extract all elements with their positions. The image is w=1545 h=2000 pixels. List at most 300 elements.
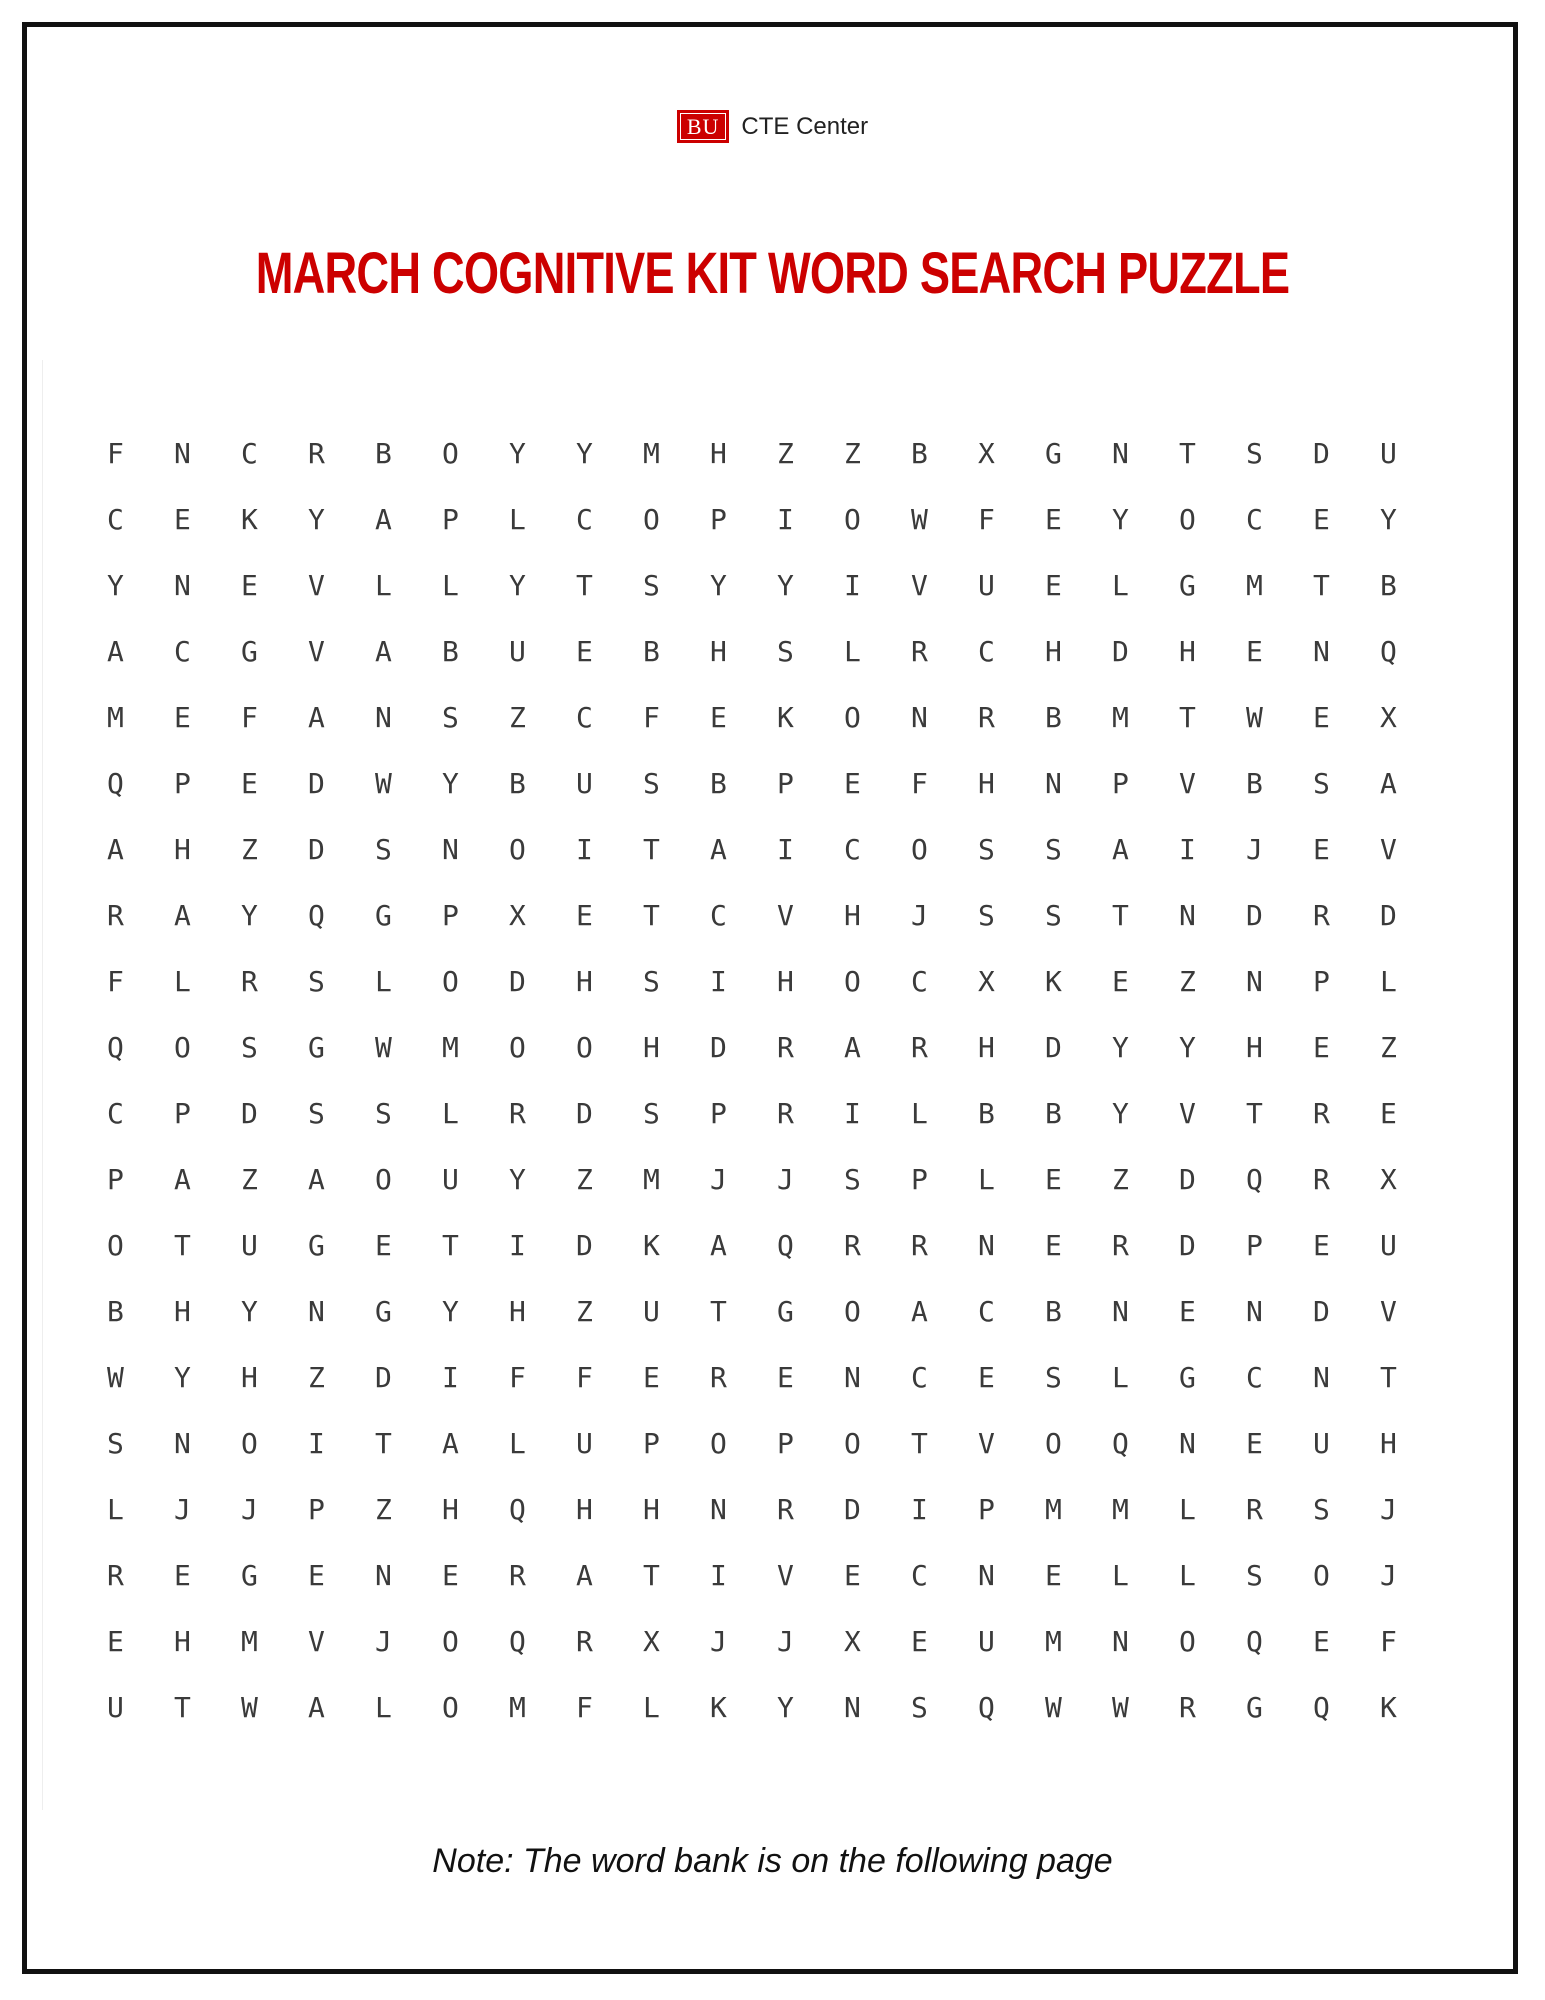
grid-letter: P [777,766,794,800]
grid-letter: M [509,1690,526,1724]
grid-letter: O [442,1690,459,1724]
grid-letter: L [1380,964,1397,998]
grid-letter: O [710,1426,727,1460]
grid-letter: A [308,700,325,734]
grid-letter: K [777,700,794,734]
grid-letter: X [978,964,995,998]
grid-letter: T [1313,568,1330,602]
grid-letter: E [911,1624,928,1658]
grid-letter: N [442,832,459,866]
grid-letter: I [844,568,861,602]
grid-letter: I [308,1426,325,1460]
grid-letter: M [241,1624,258,1658]
grid-letter: C [844,832,861,866]
grid-letter: D [1179,1162,1196,1196]
grid-letter: O [509,832,526,866]
grid-letter: D [509,964,526,998]
grid-letter: A [174,898,191,932]
grid-letter: O [844,964,861,998]
grid-letter: O [375,1162,392,1196]
grid-letter: H [1246,1030,1263,1064]
grid-letter: R [576,1624,593,1658]
grid-letter: R [509,1096,526,1130]
grid-letter: Q [308,898,325,932]
grid-letter: Z [308,1360,325,1394]
grid-letter: Y [107,568,124,602]
grid-letter: E [174,502,191,536]
grid-letter: E [308,1558,325,1592]
grid-letter: V [911,568,928,602]
grid-letter: Z [241,832,258,866]
grid-letter: S [1313,766,1330,800]
grid-letter: H [576,964,593,998]
grid-letter: L [1179,1558,1196,1592]
grid-letter: O [844,700,861,734]
grid-letter: R [777,1492,794,1526]
grid-letter: L [1179,1492,1196,1526]
grid-letter: E [442,1558,459,1592]
grid-letter: T [911,1426,928,1460]
grid-letter: W [107,1360,124,1394]
grid-letter: A [375,502,392,536]
grid-letter: G [1179,568,1196,602]
grid-letter: U [978,568,995,602]
grid-letter: G [241,1558,258,1592]
grid-letter: H [1179,634,1196,668]
grid-letter: I [777,832,794,866]
grid-letter: D [1045,1030,1062,1064]
grid-letter: X [978,436,995,470]
grid-letter: H [174,1294,191,1328]
grid-letter: Q [1313,1690,1330,1724]
grid-letter: V [308,634,325,668]
grid-letter: J [174,1492,191,1526]
grid-letter: V [777,898,794,932]
grid-letter: L [375,1690,392,1724]
grid-letter: N [308,1294,325,1328]
grid-letter: R [107,898,124,932]
grid-letter: W [1045,1690,1062,1724]
grid-letter: G [1045,436,1062,470]
grid-letter: C [576,502,593,536]
grid-letter: O [576,1030,593,1064]
grid-letter: W [375,766,392,800]
grid-letter: U [509,634,526,668]
grid-letter: O [1045,1426,1062,1460]
grid-letter: A [308,1162,325,1196]
grid-letter: G [1246,1690,1263,1724]
grid-letter: A [1380,766,1397,800]
grid-letter: T [710,1294,727,1328]
grid-letter: I [911,1492,928,1526]
grid-letter: J [911,898,928,932]
grid-letter: E [1313,1624,1330,1658]
grid-letter: R [241,964,258,998]
grid-letter: C [576,700,593,734]
grid-letter: H [174,1624,191,1658]
grid-letter: K [1380,1690,1397,1724]
grid-letter: Z [375,1492,392,1526]
grid-letter: C [241,436,258,470]
grid-letter: N [978,1228,995,1262]
grid-letter: R [911,634,928,668]
grid-letter: N [1313,1360,1330,1394]
grid-letter: E [844,766,861,800]
grid-letter: O [241,1426,258,1460]
grid-letter: P [308,1492,325,1526]
grid-letter: J [777,1162,794,1196]
grid-letter: S [1045,898,1062,932]
grid-letter: L [1112,1558,1129,1592]
grid-letter: S [375,1096,392,1130]
grid-letter: S [308,1096,325,1130]
grid-letter: U [978,1624,995,1658]
grid-letter: D [710,1030,727,1064]
grid-letter: L [107,1492,124,1526]
grid-letter: U [442,1162,459,1196]
grid-letter: L [509,502,526,536]
grid-letter: R [1313,1096,1330,1130]
grid-letter: J [710,1162,727,1196]
grid-letter: M [1112,700,1129,734]
grid-letter: D [308,832,325,866]
grid-letter: W [1112,1690,1129,1724]
grid-letter: O [844,1294,861,1328]
grid-letter: B [1045,700,1062,734]
grid-edge-line [42,360,43,1810]
grid-letter: I [777,502,794,536]
grid-letter: N [1246,1294,1263,1328]
grid-letter: O [911,832,928,866]
grid-letter: M [1045,1492,1062,1526]
grid-letter: K [241,502,258,536]
grid-letter: C [978,634,995,668]
word-bank-note: Note: The word bank is on the following page [432,1842,1113,1880]
grid-letter: D [308,766,325,800]
grid-letter: H [643,1030,660,1064]
grid-letter: H [576,1492,593,1526]
grid-letter: E [576,634,593,668]
word-search-grid [107,420,1447,1740]
grid-letter: F [978,502,995,536]
grid-letter: Y [1380,502,1397,536]
grid-letter: R [710,1360,727,1394]
grid-letter: Q [509,1624,526,1658]
grid-letter: Z [1380,1030,1397,1064]
grid-letter: Y [1112,1030,1129,1064]
grid-letter: I [1179,832,1196,866]
grid-letter: O [107,1228,124,1262]
grid-letter: E [174,700,191,734]
grid-letter: Z [777,436,794,470]
grid-letter: C [1246,502,1263,536]
grid-letter: W [911,502,928,536]
grid-letter: C [911,1360,928,1394]
grid-letter: O [1313,1558,1330,1592]
grid-letter: S [1246,1558,1263,1592]
grid-letter: B [1045,1096,1062,1130]
grid-letter: A [911,1294,928,1328]
grid-letter: N [844,1690,861,1724]
grid-letter: E [1045,1228,1062,1262]
grid-letter: H [710,634,727,668]
grid-letter: Z [576,1162,593,1196]
logo-text: CTE Center [741,112,869,140]
grid-letter: V [1179,766,1196,800]
grid-letter: J [1380,1558,1397,1592]
grid-letter: R [1246,1492,1263,1526]
grid-letter: Y [241,898,258,932]
grid-letter: P [643,1426,660,1460]
grid-letter: C [911,964,928,998]
grid-letter: H [643,1492,660,1526]
grid-letter: O [844,502,861,536]
grid-letter: D [1313,436,1330,470]
grid-letter: I [509,1228,526,1262]
grid-letter: G [308,1228,325,1262]
grid-letter: Y [777,568,794,602]
grid-letter: A [308,1690,325,1724]
grid-letter: J [375,1624,392,1658]
grid-letter: E [241,568,258,602]
grid-letter: S [643,766,660,800]
grid-letter: S [1246,436,1263,470]
grid-letter: P [777,1426,794,1460]
grid-letter: Y [509,1162,526,1196]
grid-letter: H [1380,1426,1397,1460]
grid-letter: B [375,436,392,470]
grid-letter: R [777,1030,794,1064]
grid-letter: M [107,700,124,734]
grid-letter: Y [576,436,593,470]
grid-letter: E [1380,1096,1397,1130]
grid-letter: J [1380,1492,1397,1526]
grid-letter: V [308,568,325,602]
grid-letter: J [241,1492,258,1526]
grid-letter: I [576,832,593,866]
grid-letter: D [576,1228,593,1262]
grid-letter: D [375,1360,392,1394]
grid-letter: U [1380,436,1397,470]
grid-letter: A [107,832,124,866]
grid-letter: B [509,766,526,800]
grid-letter: R [777,1096,794,1130]
grid-letter: U [241,1228,258,1262]
grid-letter: D [1246,898,1263,932]
grid-letter: Y [241,1294,258,1328]
grid-letter: V [1179,1096,1196,1130]
page-title: MARCH COGNITIVE KIT WORD SEARCH PUZZLE [255,241,1290,306]
grid-letter: E [1313,1030,1330,1064]
grid-letter: E [1246,1426,1263,1460]
grid-letter: O [442,964,459,998]
grid-letter: B [643,634,660,668]
grid-letter: W [375,1030,392,1064]
bu-logo-box: BU [677,110,730,143]
grid-letter: J [1246,832,1263,866]
grid-letter: N [844,1360,861,1394]
grid-letter: S [107,1426,124,1460]
grid-letter: X [509,898,526,932]
grid-letter: G [375,898,392,932]
grid-letter: Y [1112,502,1129,536]
grid-letter: E [1045,502,1062,536]
grid-letter: P [1112,766,1129,800]
grid-letter: H [978,1030,995,1064]
grid-letter: E [1112,964,1129,998]
grid-letter: A [375,634,392,668]
grid-letter: T [643,832,660,866]
grid-letter: E [1045,568,1062,602]
grid-letter: X [643,1624,660,1658]
grid-letter: H [509,1294,526,1328]
grid-letter: D [1179,1228,1196,1262]
grid-letter: Q [978,1690,995,1724]
grid-letter: E [241,766,258,800]
grid-letter: B [1380,568,1397,602]
grid-letter: H [844,898,861,932]
grid-letter: A [442,1426,459,1460]
grid-letter: E [1313,502,1330,536]
grid-letter: W [241,1690,258,1724]
grid-letter: G [241,634,258,668]
grid-letter: N [1045,766,1062,800]
grid-letter: A [107,634,124,668]
grid-letter: Z [1179,964,1196,998]
cte-center-logo [0,110,1545,143]
grid-letter: Y [509,568,526,602]
grid-letter: O [509,1030,526,1064]
grid-letter: P [978,1492,995,1526]
grid-letter: Y [710,568,727,602]
grid-letter: K [1045,964,1062,998]
grid-letter: Q [107,766,124,800]
grid-letter: H [777,964,794,998]
grid-letter: F [1380,1624,1397,1658]
grid-letter: O [174,1030,191,1064]
grid-letter: S [375,832,392,866]
grid-letter: S [442,700,459,734]
grid-letter: C [978,1294,995,1328]
grid-letter: T [174,1228,191,1262]
grid-letter: O [442,1624,459,1658]
grid-letter: F [576,1360,593,1394]
grid-letter: P [1313,964,1330,998]
grid-letter: P [107,1162,124,1196]
grid-letter: S [643,964,660,998]
grid-letter: E [1313,700,1330,734]
grid-letter: D [576,1096,593,1130]
grid-letter: O [1179,1624,1196,1658]
grid-letter: E [1246,634,1263,668]
grid-letter: E [174,1558,191,1592]
grid-letter: E [576,898,593,932]
grid-letter: D [1380,898,1397,932]
grid-letter: J [710,1624,727,1658]
grid-letter: F [643,700,660,734]
grid-letter: A [174,1162,191,1196]
grid-letter: P [710,502,727,536]
grid-letter: N [1179,1426,1196,1460]
grid-letter: E [1179,1294,1196,1328]
grid-letter: S [643,568,660,602]
grid-letter: C [107,502,124,536]
grid-letter: Y [174,1360,191,1394]
grid-letter: T [643,1558,660,1592]
grid-letter: U [643,1294,660,1328]
grid-letter: K [643,1228,660,1262]
grid-letter: O [844,1426,861,1460]
grid-letter: N [174,1426,191,1460]
grid-letter: R [911,1030,928,1064]
grid-letter: Q [1112,1426,1129,1460]
grid-letter: H [241,1360,258,1394]
grid-letter: U [1313,1426,1330,1460]
grid-letter: R [911,1228,928,1262]
grid-letter: S [643,1096,660,1130]
grid-letter: N [978,1558,995,1592]
grid-letter: A [710,1228,727,1262]
grid-letter: B [911,436,928,470]
grid-letter: B [710,766,727,800]
grid-letter: Z [509,700,526,734]
grid-letter: G [308,1030,325,1064]
grid-letter: R [1313,898,1330,932]
grid-letter: N [1112,436,1129,470]
grid-letter: Y [308,502,325,536]
grid-letter: M [1045,1624,1062,1658]
grid-letter: E [375,1228,392,1262]
grid-letter: X [1380,700,1397,734]
grid-letter: U [576,766,593,800]
grid-letter: V [978,1426,995,1460]
grid-letter: P [442,502,459,536]
grid-letter: C [1246,1360,1263,1394]
grid-letter: T [576,568,593,602]
grid-letter: V [777,1558,794,1592]
grid-letter: V [1380,832,1397,866]
grid-letter: A [710,832,727,866]
grid-letter: Q [107,1030,124,1064]
grid-letter: Y [777,1690,794,1724]
grid-letter: Z [1112,1162,1129,1196]
grid-letter: B [107,1294,124,1328]
grid-letter: H [174,832,191,866]
grid-letter: H [978,766,995,800]
grid-letter: S [308,964,325,998]
grid-letter: R [1179,1690,1196,1724]
grid-letter: R [1313,1162,1330,1196]
grid-letter: N [911,700,928,734]
grid-letter: T [1112,898,1129,932]
grid-letter: D [1112,634,1129,668]
grid-letter: T [442,1228,459,1262]
grid-letter: S [1045,832,1062,866]
grid-letter: Z [844,436,861,470]
grid-letter: S [241,1030,258,1064]
grid-letter: T [1179,436,1196,470]
grid-letter: T [643,898,660,932]
grid-letter: Q [1246,1624,1263,1658]
grid-letter: O [1179,502,1196,536]
grid-letter: B [978,1096,995,1130]
grid-letter: R [509,1558,526,1592]
grid-letter: D [241,1096,258,1130]
grid-letter: Y [442,766,459,800]
grid-letter: E [844,1558,861,1592]
grid-letter: H [1045,634,1062,668]
grid-letter: N [375,700,392,734]
